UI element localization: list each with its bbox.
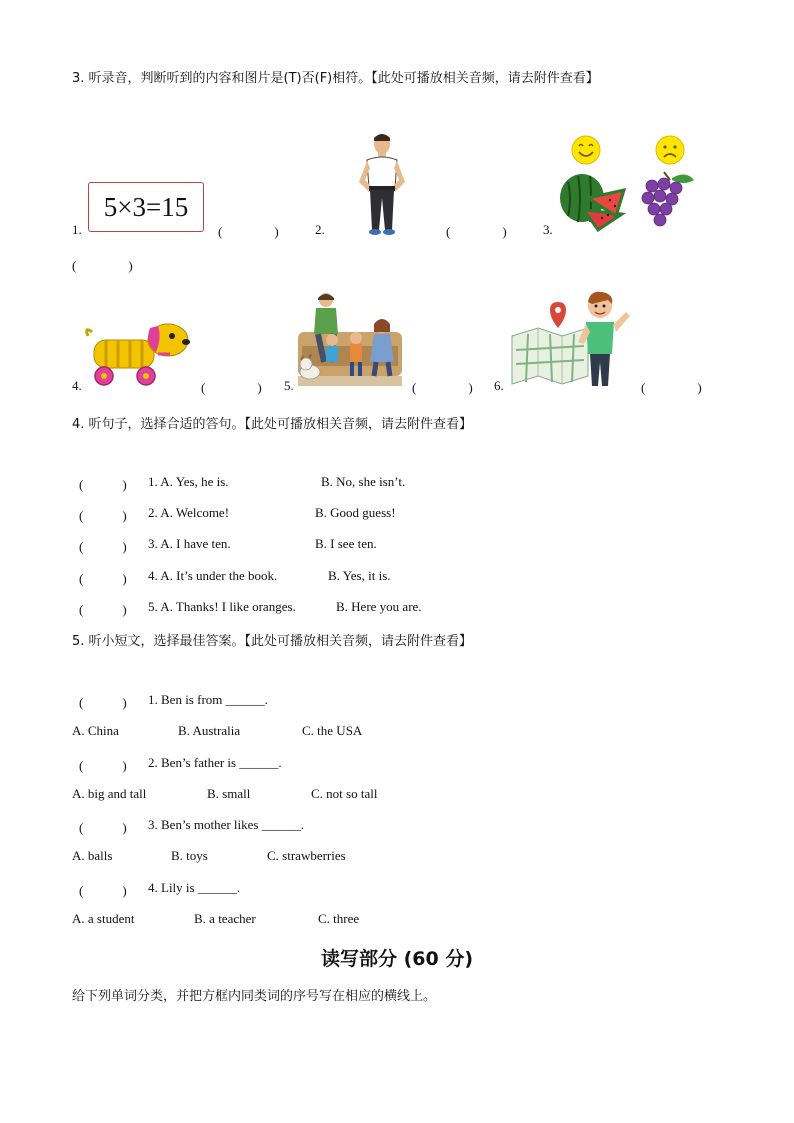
q5-option-4c: C. three <box>318 911 360 926</box>
q5-blank-3[interactable]: ( ) <box>79 820 127 835</box>
section-instruction: 给下列单词分类，并把方框内同类词的序号写在相应的横线上。 <box>72 989 437 1004</box>
q4-blank-5[interactable]: ( ) <box>79 602 127 617</box>
q5-question-2: 2. Ben’s father is ______. <box>148 755 282 770</box>
q4-item-2-b: B. Good guess! <box>315 505 396 520</box>
item-number-4: 4. <box>72 378 82 393</box>
item-number-6: 6. <box>494 378 504 393</box>
q5-blank-1[interactable]: ( ) <box>79 695 127 710</box>
q4-item-3-b: B. I see ten. <box>315 536 377 551</box>
q4-item-5-a: 5. A. Thanks! I like oranges. <box>148 599 296 614</box>
item-number-2: 2. <box>315 222 325 237</box>
q4-item-1-a: 1. A. Yes, he is. <box>148 474 229 489</box>
q5-question-1: 1. Ben is from ______. <box>148 692 268 707</box>
q4-item-3-a: 3. A. I have ten. <box>148 536 231 551</box>
q4-item-1-b: B. No, she isn’t. <box>321 474 406 489</box>
q5-option-3c: C. strawberries <box>267 848 346 863</box>
q5-blank-2[interactable]: ( ) <box>79 758 127 773</box>
grapes-illustration <box>638 168 698 232</box>
item-number-5: 5. <box>284 378 294 393</box>
answer-blank-2[interactable]: ( ) <box>446 224 507 239</box>
q5-option-1c: C. the USA <box>302 723 363 738</box>
q4-blank-1[interactable]: ( ) <box>79 477 127 492</box>
q5-question-3: 3. Ben’s mother likes ______. <box>148 817 304 832</box>
q4-item-4-b: B. Yes, it is. <box>328 568 391 583</box>
q5-option-1a: A. China <box>72 723 119 738</box>
sad-face-icon <box>654 134 686 166</box>
q5-question-4: 4. Lily is ______. <box>148 880 241 895</box>
happy-face-icon <box>570 134 602 166</box>
item-number-3: 3. <box>543 222 553 237</box>
q5-option-3a: A. balls <box>72 848 113 863</box>
q5-blank-4[interactable]: ( ) <box>79 883 127 898</box>
q4-item-2-a: 2. A. Welcome! <box>148 505 230 520</box>
toy-dog-illustration <box>84 318 192 390</box>
q5-title: 5. 听小短文，选择最佳答案。【此处可播放相关音频，请去附件查看】 <box>72 634 473 649</box>
answer-blank-3[interactable]: ( ) <box>72 258 133 273</box>
boy-with-map-illustration <box>508 290 632 390</box>
answer-blank-1[interactable]: ( ) <box>218 224 279 239</box>
answer-blank-4[interactable]: ( ) <box>201 380 262 395</box>
equation-card: 5×3=15 <box>88 182 204 232</box>
q4-blank-2[interactable]: ( ) <box>79 508 127 523</box>
watermelon-illustration <box>558 168 626 234</box>
answer-blank-6[interactable]: ( ) <box>641 380 702 395</box>
q4-title: 4. 听句子，选择合适的答句。【此处可播放相关音频，请去附件查看】 <box>72 417 473 432</box>
q4-item-4-a: 4. A. It’s under the book. <box>148 568 278 583</box>
q5-option-2b: B. small <box>207 786 251 801</box>
q5-option-4a: A. a student <box>72 911 135 926</box>
q5-option-3b: B. toys <box>171 848 208 863</box>
q5-option-2a: A. big and tall <box>72 786 147 801</box>
q5-option-1b: B. Australia <box>178 723 241 738</box>
q3-title: 3. 听录音，判断听到的内容和图片是(T)否(F)相符。【此处可播放相关音频，请去附件查看】 <box>72 71 599 86</box>
q5-option-2c: C. not so tall <box>311 786 378 801</box>
q5-option-4b: B. a teacher <box>194 911 256 926</box>
q4-blank-3[interactable]: ( ) <box>79 539 127 554</box>
section-heading: 读写部分 (60 分) <box>320 948 474 970</box>
answer-blank-5[interactable]: ( ) <box>412 380 473 395</box>
item-number-1: 1. <box>72 222 82 237</box>
q4-blank-4[interactable]: ( ) <box>79 571 127 586</box>
q4-item-5-b: B. Here you are. <box>336 599 422 614</box>
family-on-sofa-illustration <box>296 292 404 390</box>
tall-man-illustration <box>354 132 410 236</box>
